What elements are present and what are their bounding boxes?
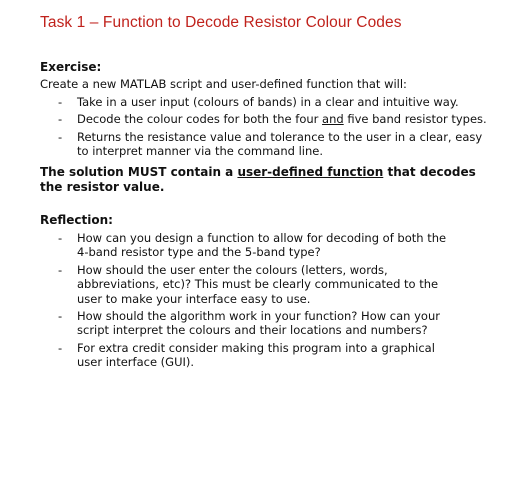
task-title: Task 1 – Function to Decode Resistor Colour Codes [40,14,402,31]
must-statement-post: that decodes the resistor value. [40,165,476,194]
exercise-bullet-list [58,95,488,159]
exercise-heading: Exercise: [40,60,102,74]
reflection-heading: Reflection: [40,213,113,227]
exercise-bullet-1 [58,95,488,109]
reflection-bullet-1 [58,231,453,260]
bullet-dash: - [58,231,63,245]
exercise-bullet-3-text: Returns the resistance value and tolerance to the user in a clear, easy to interpret manner via the command line. [77,129,483,159]
reflection-bullet-3 [58,309,453,338]
exercise-bullet-1-text: Take in a user input (colours of bands) in a clear and intuitive way. [77,95,459,109]
bullet-dash: - [58,129,63,144]
exercise-bullet-3 [58,130,488,159]
reflection-bullet-2-text: How should the user enter the colours (letters, words, abbreviations, etc)? This must be clearly communicated to the user to make your interface easy to use. [77,262,439,306]
exercise-bullet-2 [58,112,488,126]
bullet-dash: - [58,262,63,277]
exercise-bullet-2-text-pre: Decode the colour codes for both the four [77,112,323,127]
reflection-bullet-list [58,231,453,370]
exercise-intro: Create a new MATLAB script and user-defined function that will: [40,77,407,91]
bullet-dash: - [58,112,63,127]
reflection-bullet-4-text: For extra credit consider making this program into a graphical user interface (GUI). [77,340,435,370]
must-statement-pre: The solution MUST contain a [40,165,238,179]
exercise-bullet-2-text-post: five band resistor types. [343,112,487,127]
must-statement [40,165,480,195]
reflection-bullet-4 [58,341,453,370]
reflection-bullet-1-text: How can you design a function to allow for decoding of both the 4-band resistor type and the 5-band type? [77,231,447,260]
bullet-dash: - [58,309,63,324]
exercise-bullet-2-underlined: and [322,112,344,127]
reflection-bullet-3-text: How should the algorithm work in your function? How can your script interpret the colours and their locations and numbers? [77,309,440,338]
reflection-bullet-2 [58,263,453,306]
must-statement-underlined: user-defined function [237,165,384,179]
bullet-dash: - [58,95,63,109]
bullet-dash: - [58,340,63,355]
